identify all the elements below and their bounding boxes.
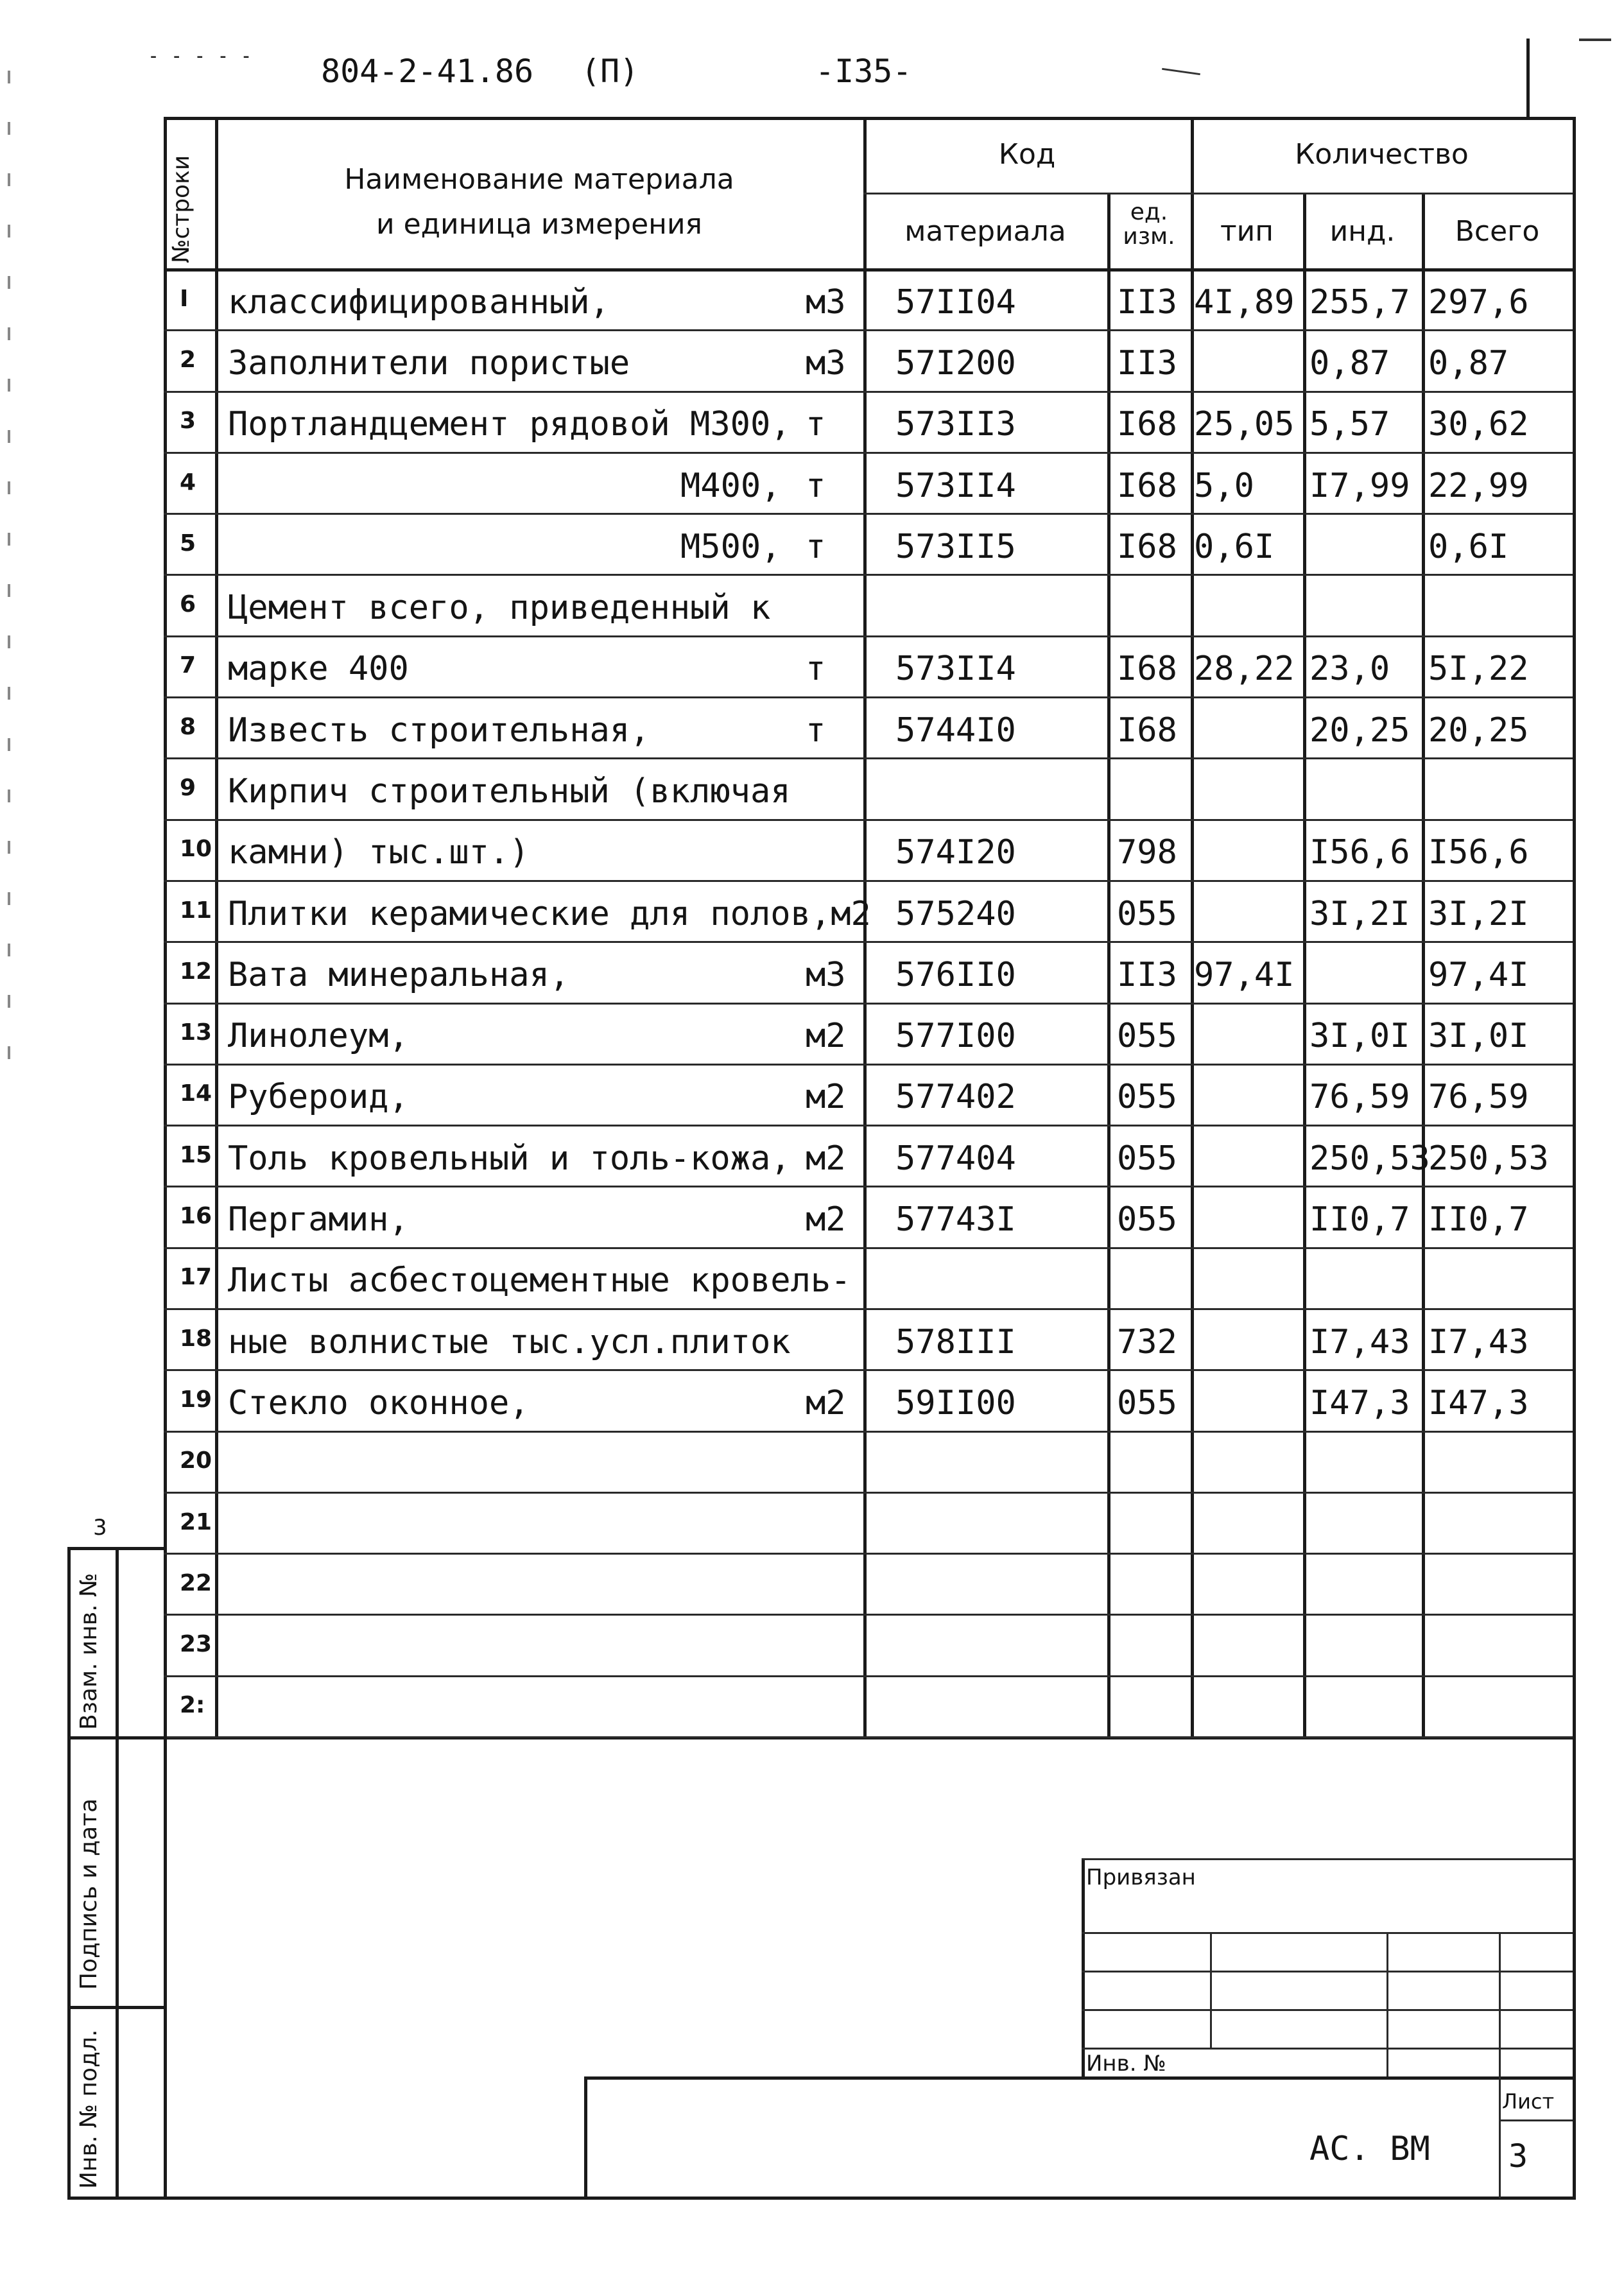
material-name: Цемент всего, приведенный к xyxy=(228,589,771,627)
material-code: 577I00 xyxy=(895,1017,1016,1055)
qty-total: I7,43 xyxy=(1428,1323,1529,1361)
material-code: 57II04 xyxy=(895,283,1016,322)
material-code: 57I200 xyxy=(895,344,1016,383)
row-number: 13 xyxy=(180,1019,212,1046)
qty-total: 76,59 xyxy=(1428,1078,1529,1116)
row-divider xyxy=(164,513,1573,515)
row-number: 3 xyxy=(180,408,196,434)
qty-ind: I7,99 xyxy=(1309,467,1410,505)
header-bottom-border xyxy=(164,268,1573,272)
unit-code: 055 xyxy=(1117,1139,1177,1178)
row-number: 2 xyxy=(180,347,196,373)
row-number: 14 xyxy=(180,1080,212,1107)
row-number: 8 xyxy=(180,714,196,740)
col-divider-ed xyxy=(1191,117,1194,1738)
col-divider-no xyxy=(215,117,218,1738)
material-name: М400, xyxy=(680,467,781,505)
row-number: 18 xyxy=(180,1325,212,1352)
material-name: Линолеум, xyxy=(228,1017,409,1055)
unit-code: I68 xyxy=(1117,650,1177,688)
qty-ind: I47,3 xyxy=(1309,1384,1410,1422)
material-code: 577402 xyxy=(895,1078,1016,1116)
row-number: 5 xyxy=(180,530,196,557)
side-stamp-div1 xyxy=(67,1736,167,1739)
header-qty-type: тип xyxy=(1220,215,1274,248)
qty-total: 20,25 xyxy=(1428,711,1529,750)
row-divider xyxy=(164,452,1573,454)
material-name: ные волнистые тыс.усл.плиток xyxy=(228,1323,791,1361)
side-stamp-bottom xyxy=(67,2197,167,2200)
material-code: 57743I xyxy=(895,1200,1016,1239)
material-code: 59II00 xyxy=(895,1384,1016,1422)
col-divider-ind xyxy=(1422,193,1425,1738)
material-code: 573II4 xyxy=(895,467,1016,505)
page-number: -I35- xyxy=(815,53,912,90)
row-divider xyxy=(164,1553,1573,1555)
doc-code: 804-2-41.86 xyxy=(321,53,534,90)
stamp-top xyxy=(1082,1858,1573,1860)
header-dashes: - - - - - xyxy=(148,45,252,67)
material-unit: т xyxy=(806,650,826,688)
material-code: 575240 xyxy=(895,895,1016,933)
unit-code: 055 xyxy=(1117,1017,1177,1055)
qty-total: I47,3 xyxy=(1428,1384,1529,1422)
row-number: I xyxy=(180,286,189,312)
table-left-border xyxy=(164,117,167,1738)
row-number: 17 xyxy=(180,1264,212,1290)
qty-total: 0,6I xyxy=(1428,528,1509,566)
row-number: 23 xyxy=(180,1631,212,1657)
header-mark xyxy=(1162,68,1200,75)
doc-suffix: (П) xyxy=(581,53,639,90)
qty-total: 30,62 xyxy=(1428,405,1529,444)
qty-total: 250,53 xyxy=(1428,1139,1549,1178)
row-divider xyxy=(164,1614,1573,1616)
row-number: 6 xyxy=(180,591,196,617)
row-divider xyxy=(164,1125,1573,1126)
row-number: 21 xyxy=(180,1509,212,1535)
main-stamp-left xyxy=(584,2076,587,2198)
material-unit: м3 xyxy=(806,283,846,322)
stamp-left xyxy=(1082,1858,1085,2076)
side-number: 3 xyxy=(93,1515,107,1541)
row-number: 20 xyxy=(180,1447,212,1474)
list-col-left xyxy=(1499,2076,1501,2198)
row-divider xyxy=(164,819,1573,821)
qty-ind: 3I,2I xyxy=(1309,895,1410,933)
header-sub-divider xyxy=(863,193,1573,194)
qty-total: 22,99 xyxy=(1428,467,1529,505)
material-name: Заполнители пористые xyxy=(228,344,630,383)
material-unit: т xyxy=(806,711,826,750)
list-divider xyxy=(1499,2119,1573,2121)
row-divider xyxy=(164,391,1573,393)
qty-ind: I7,43 xyxy=(1309,1323,1410,1361)
row-divider xyxy=(164,1186,1573,1187)
material-name: М500, xyxy=(680,528,781,566)
unit-code: I68 xyxy=(1117,405,1177,444)
unit-code: I68 xyxy=(1117,528,1177,566)
qty-ind: 5,57 xyxy=(1309,405,1390,444)
material-name: марке 400 xyxy=(228,650,409,688)
left-margin-marks xyxy=(8,71,10,1098)
material-code: 5744I0 xyxy=(895,711,1016,750)
row-divider xyxy=(164,1308,1573,1310)
row-number: 11 xyxy=(180,897,212,924)
header-qty-ind: инд. xyxy=(1329,215,1395,248)
title-frame-left xyxy=(164,1736,167,2198)
row-divider xyxy=(164,329,1573,331)
material-unit: т xyxy=(806,467,826,505)
header-code-material: материала xyxy=(904,215,1066,248)
material-name: Вата минеральная, xyxy=(228,956,570,994)
side-stamp-div2 xyxy=(67,2006,167,2009)
side-podpis-data: Подпись и дата xyxy=(76,1798,102,1990)
header-material-name: Наименование материала и единица измерения xyxy=(344,163,734,241)
material-unit: т xyxy=(806,405,826,444)
material-name: Листы асбестоцементные кровель- xyxy=(228,1261,851,1300)
material-name: Пергамин, xyxy=(228,1200,409,1239)
material-name: Стекло оконное, xyxy=(228,1384,530,1422)
material-unit: м3 xyxy=(806,344,846,383)
qty-total: 0,87 xyxy=(1428,344,1509,383)
qty-total: 3I,0I xyxy=(1428,1017,1529,1055)
material-code: 576II0 xyxy=(895,956,1016,994)
row-number: 16 xyxy=(180,1203,212,1229)
side-stamp-mid xyxy=(116,1547,119,2198)
row-number: 9 xyxy=(180,775,196,801)
material-code: 578III xyxy=(895,1323,1016,1361)
material-name: Толь кровельный и толь-кожа, xyxy=(228,1139,791,1178)
unit-code: I68 xyxy=(1117,711,1177,750)
col-divider-code xyxy=(1107,193,1110,1738)
row-number: 7 xyxy=(180,652,196,678)
row-divider xyxy=(164,1003,1573,1005)
qty-type: 4I,89 xyxy=(1194,283,1295,322)
stamp-code: АС. ВМ xyxy=(1309,2130,1430,2168)
qty-ind: 250,53 xyxy=(1309,1139,1430,1178)
row-number: 10 xyxy=(180,836,212,862)
row-divider xyxy=(164,574,1573,576)
qty-ind: 255,7 xyxy=(1309,283,1410,322)
row-number: 12 xyxy=(180,958,212,985)
qty-total: 3I,2I xyxy=(1428,895,1529,933)
table-top-border xyxy=(164,117,1576,120)
qty-total: II0,7 xyxy=(1428,1200,1529,1239)
material-unit: м2 xyxy=(806,1139,846,1178)
qty-type: 5,0 xyxy=(1194,467,1254,505)
unit-code: II3 xyxy=(1117,283,1177,322)
qty-ind: 76,59 xyxy=(1309,1078,1410,1116)
material-unit: м2 xyxy=(806,1384,846,1422)
side-stamp-top xyxy=(67,1547,167,1550)
row-number: 19 xyxy=(180,1386,212,1413)
stamp-col2 xyxy=(1386,1932,1388,2076)
qty-ind: 0,87 xyxy=(1309,344,1390,383)
unit-code: II3 xyxy=(1117,956,1177,994)
qty-type: 0,6I xyxy=(1194,528,1275,566)
stamp-inv-no: Инв. № xyxy=(1086,2051,1166,2076)
qty-total: 97,4I xyxy=(1428,956,1529,994)
row-divider xyxy=(164,1431,1573,1433)
top-right-frame-left xyxy=(1526,39,1530,119)
material-name: Рубероид, xyxy=(228,1078,409,1116)
material-code: 573II3 xyxy=(895,405,1016,444)
material-name: камни) тыс.шт.) xyxy=(228,833,530,872)
unit-code: I68 xyxy=(1117,467,1177,505)
qty-ind: 23,0 xyxy=(1309,650,1390,688)
side-vzam-inv: Взам. инв. № xyxy=(76,1573,102,1730)
material-unit: м2 xyxy=(806,1200,846,1239)
qty-type: 97,4I xyxy=(1194,956,1295,994)
qty-total: 5I,22 xyxy=(1428,650,1529,688)
header-quantity-group: Количество xyxy=(1295,138,1469,171)
qty-total: I56,6 xyxy=(1428,833,1529,872)
material-unit: м2 xyxy=(806,1017,846,1055)
unit-code: 055 xyxy=(1117,895,1177,933)
unit-code: 798 xyxy=(1117,833,1177,872)
stamp-col3 xyxy=(1499,1932,1501,2076)
material-name: Известь строительная, xyxy=(228,711,650,750)
qty-type: 25,05 xyxy=(1194,405,1295,444)
material-unit: м2 xyxy=(806,1078,846,1116)
row-divider xyxy=(164,880,1573,882)
main-stamp-top xyxy=(584,2076,1573,2080)
side-inv-podl: Инв. № подл. xyxy=(76,2029,102,2189)
material-unit: м3 xyxy=(806,956,846,994)
qty-ind: I56,6 xyxy=(1309,833,1410,872)
material-code: 577404 xyxy=(895,1139,1016,1178)
header-code-group: Код xyxy=(998,138,1056,171)
stamp-privyazan: Привязан xyxy=(1086,1865,1196,1890)
qty-total: 297,6 xyxy=(1428,283,1529,322)
top-right-frame-top xyxy=(1579,39,1611,41)
header-row-number: №строки xyxy=(168,155,194,263)
qty-ind: II0,7 xyxy=(1309,1200,1410,1239)
header-code-unit: ед. изм. xyxy=(1123,199,1175,250)
material-unit: т xyxy=(806,528,826,566)
material-name: Портландцемент рядовой М300, xyxy=(228,405,791,444)
row-divider xyxy=(164,696,1573,698)
stamp-col1 xyxy=(1210,1932,1212,2048)
list-value: 3 xyxy=(1508,2137,1528,2175)
unit-code: 055 xyxy=(1117,1200,1177,1239)
header-qty-total: Всего xyxy=(1455,215,1540,248)
qty-type: 28,22 xyxy=(1194,650,1295,688)
list-label: Лист xyxy=(1502,2089,1555,2114)
row-number: 2: xyxy=(180,1692,205,1718)
qty-ind: 20,25 xyxy=(1309,711,1410,750)
row-divider xyxy=(164,941,1573,943)
row-number: 4 xyxy=(180,469,196,496)
material-code: 574I20 xyxy=(895,833,1016,872)
col-divider-tip xyxy=(1303,193,1306,1738)
material-name: Плитки керамические для полов,м2 xyxy=(228,895,871,933)
material-name: классифицированный, xyxy=(228,283,610,322)
unit-code: 055 xyxy=(1117,1078,1177,1116)
material-code: 573II4 xyxy=(895,650,1016,688)
unit-code: II3 xyxy=(1117,344,1177,383)
side-stamp-left xyxy=(67,1547,71,2198)
row-divider xyxy=(164,1736,1573,1738)
qty-ind: 3I,0I xyxy=(1309,1017,1410,1055)
row-divider xyxy=(164,1492,1573,1494)
unit-code: 055 xyxy=(1117,1384,1177,1422)
unit-code: 732 xyxy=(1117,1323,1177,1361)
row-divider xyxy=(164,1369,1573,1371)
material-name: Кирпич строительный (включая xyxy=(228,772,791,811)
title-frame-right xyxy=(1573,1736,1576,2198)
row-divider xyxy=(164,1247,1573,1249)
row-divider xyxy=(164,1064,1573,1066)
title-frame-bottom xyxy=(164,2197,1576,2200)
row-number: 22 xyxy=(180,1570,212,1596)
row-divider xyxy=(164,1675,1573,1677)
row-divider xyxy=(164,757,1573,759)
row-number: 15 xyxy=(180,1142,212,1168)
row-divider xyxy=(164,635,1573,637)
material-code: 573II5 xyxy=(895,528,1016,566)
